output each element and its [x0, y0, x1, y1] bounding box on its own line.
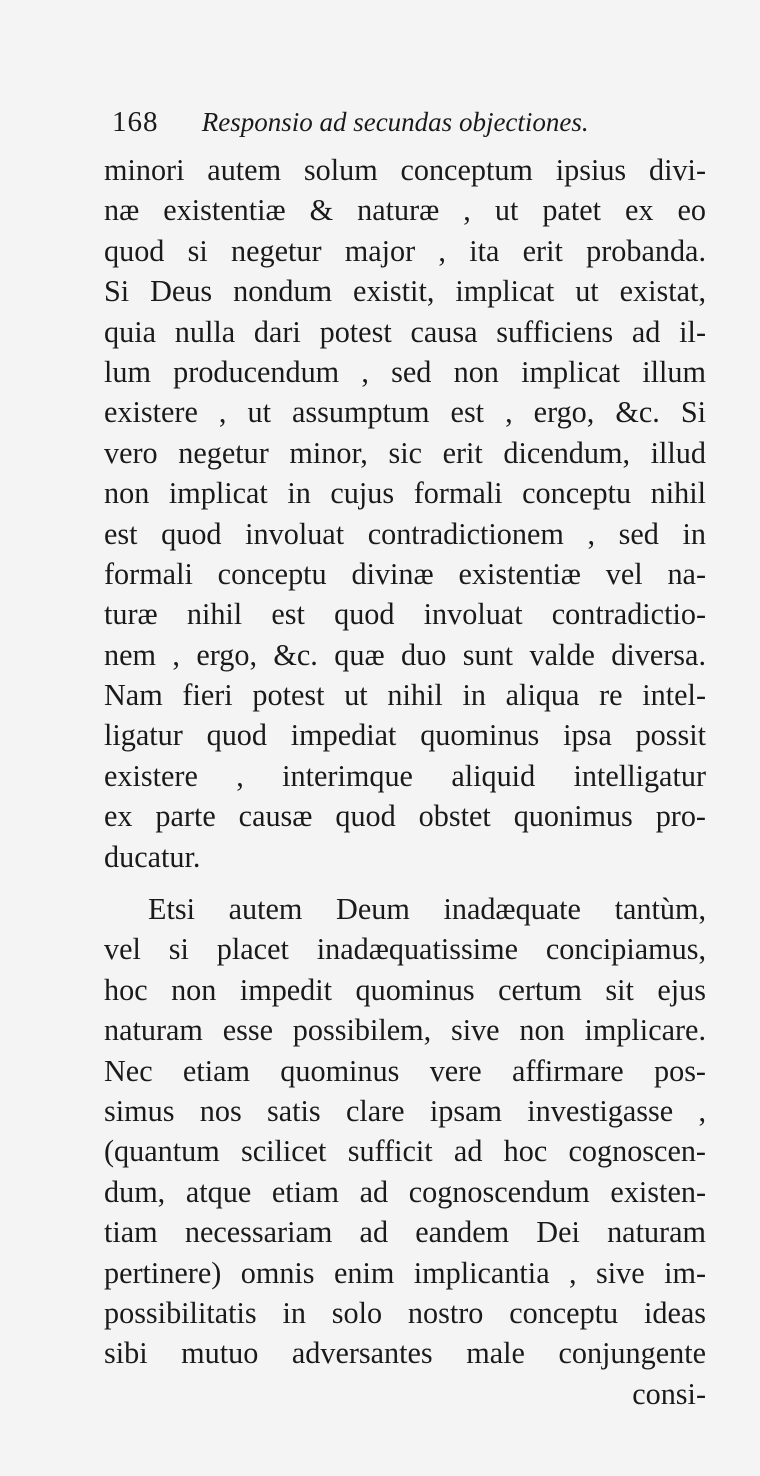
text-line: quia nulla dari potest causa sufficiens ad il-	[104, 314, 706, 349]
text-line: quod si negetur major , ita erit probanda.	[104, 233, 706, 268]
text-line: existere , ut assumptum est , ergo, &c. Si	[104, 395, 706, 430]
text-line: Si Deus nondum existit, implicat ut existat,	[104, 274, 706, 309]
text-line: turæ nihil est quod involuat contradictio-	[104, 597, 706, 632]
body-text	[104, 150, 706, 1414]
text-line: hoc non impedit quominus certum sit ejus	[104, 972, 706, 1007]
text-line: Nec etiam quominus vere affirmare pos-	[104, 1053, 706, 1088]
text-line: ligatur quod impediat quominus ipsa possit	[104, 718, 706, 753]
page-header	[112, 98, 672, 144]
text-line: est quod involuat contradictionem , sed in	[104, 516, 706, 551]
text-line: existere , interimque aliquid intelligatur	[104, 758, 706, 793]
text-line: non implicat in cujus formali conceptu nihil	[104, 476, 706, 511]
text-line: minori autem solum conceptum ipsius divi-	[104, 153, 706, 187]
text-line: vero negetur minor, sic erit dicendum, illud	[104, 435, 706, 470]
text-line: possibilitatis in solo nostro conceptu ideas	[104, 1295, 706, 1330]
page-number: 168	[112, 106, 159, 138]
running-title: Responsio ad secundas objectiones.	[201, 107, 589, 137]
text-line: ex parte causæ quod obstet quonimus pro-	[104, 799, 706, 834]
text-line: nem , ergo, &c. quæ duo sunt valde diversa.	[104, 637, 706, 672]
text-line: dum, atque etiam ad cognoscendum existen-	[104, 1174, 706, 1209]
text-line: ducatur.	[104, 839, 201, 874]
text-line: pertinere) omnis enim implicantia , sive im-	[104, 1255, 706, 1290]
text-line: tiam necessariam ad eandem Dei naturam	[104, 1215, 706, 1250]
text-line: Etsi autem Deum inadæquate tantùm,	[148, 892, 706, 927]
text-line: formali conceptu divinæ existentiæ vel na-	[104, 556, 706, 591]
text-line: sibi mutuo adversantes male conjungente	[104, 1336, 706, 1371]
text-line: næ existentiæ & naturæ , ut patet ex eo	[104, 193, 706, 228]
text-line: (quantum scilicet sufficit ad hoc cognoscen-	[104, 1134, 706, 1169]
paragraph-1	[104, 150, 706, 877]
text-line: lum producendum , sed non implicat illum	[104, 354, 706, 389]
text-line: vel si placet inadæquatissime concipiamus,	[104, 932, 706, 967]
paragraph-2	[104, 889, 706, 1374]
catchword: consi-	[632, 1376, 706, 1411]
text-line: simus nos satis clare ipsam investigasse ,	[104, 1093, 706, 1128]
text-line: Nam fieri potest ut nihil in aliqua re intel-	[104, 678, 706, 713]
text-line: naturam esse possibilem, sive non implicare.	[104, 1013, 706, 1048]
paragraph-gap	[104, 877, 706, 889]
